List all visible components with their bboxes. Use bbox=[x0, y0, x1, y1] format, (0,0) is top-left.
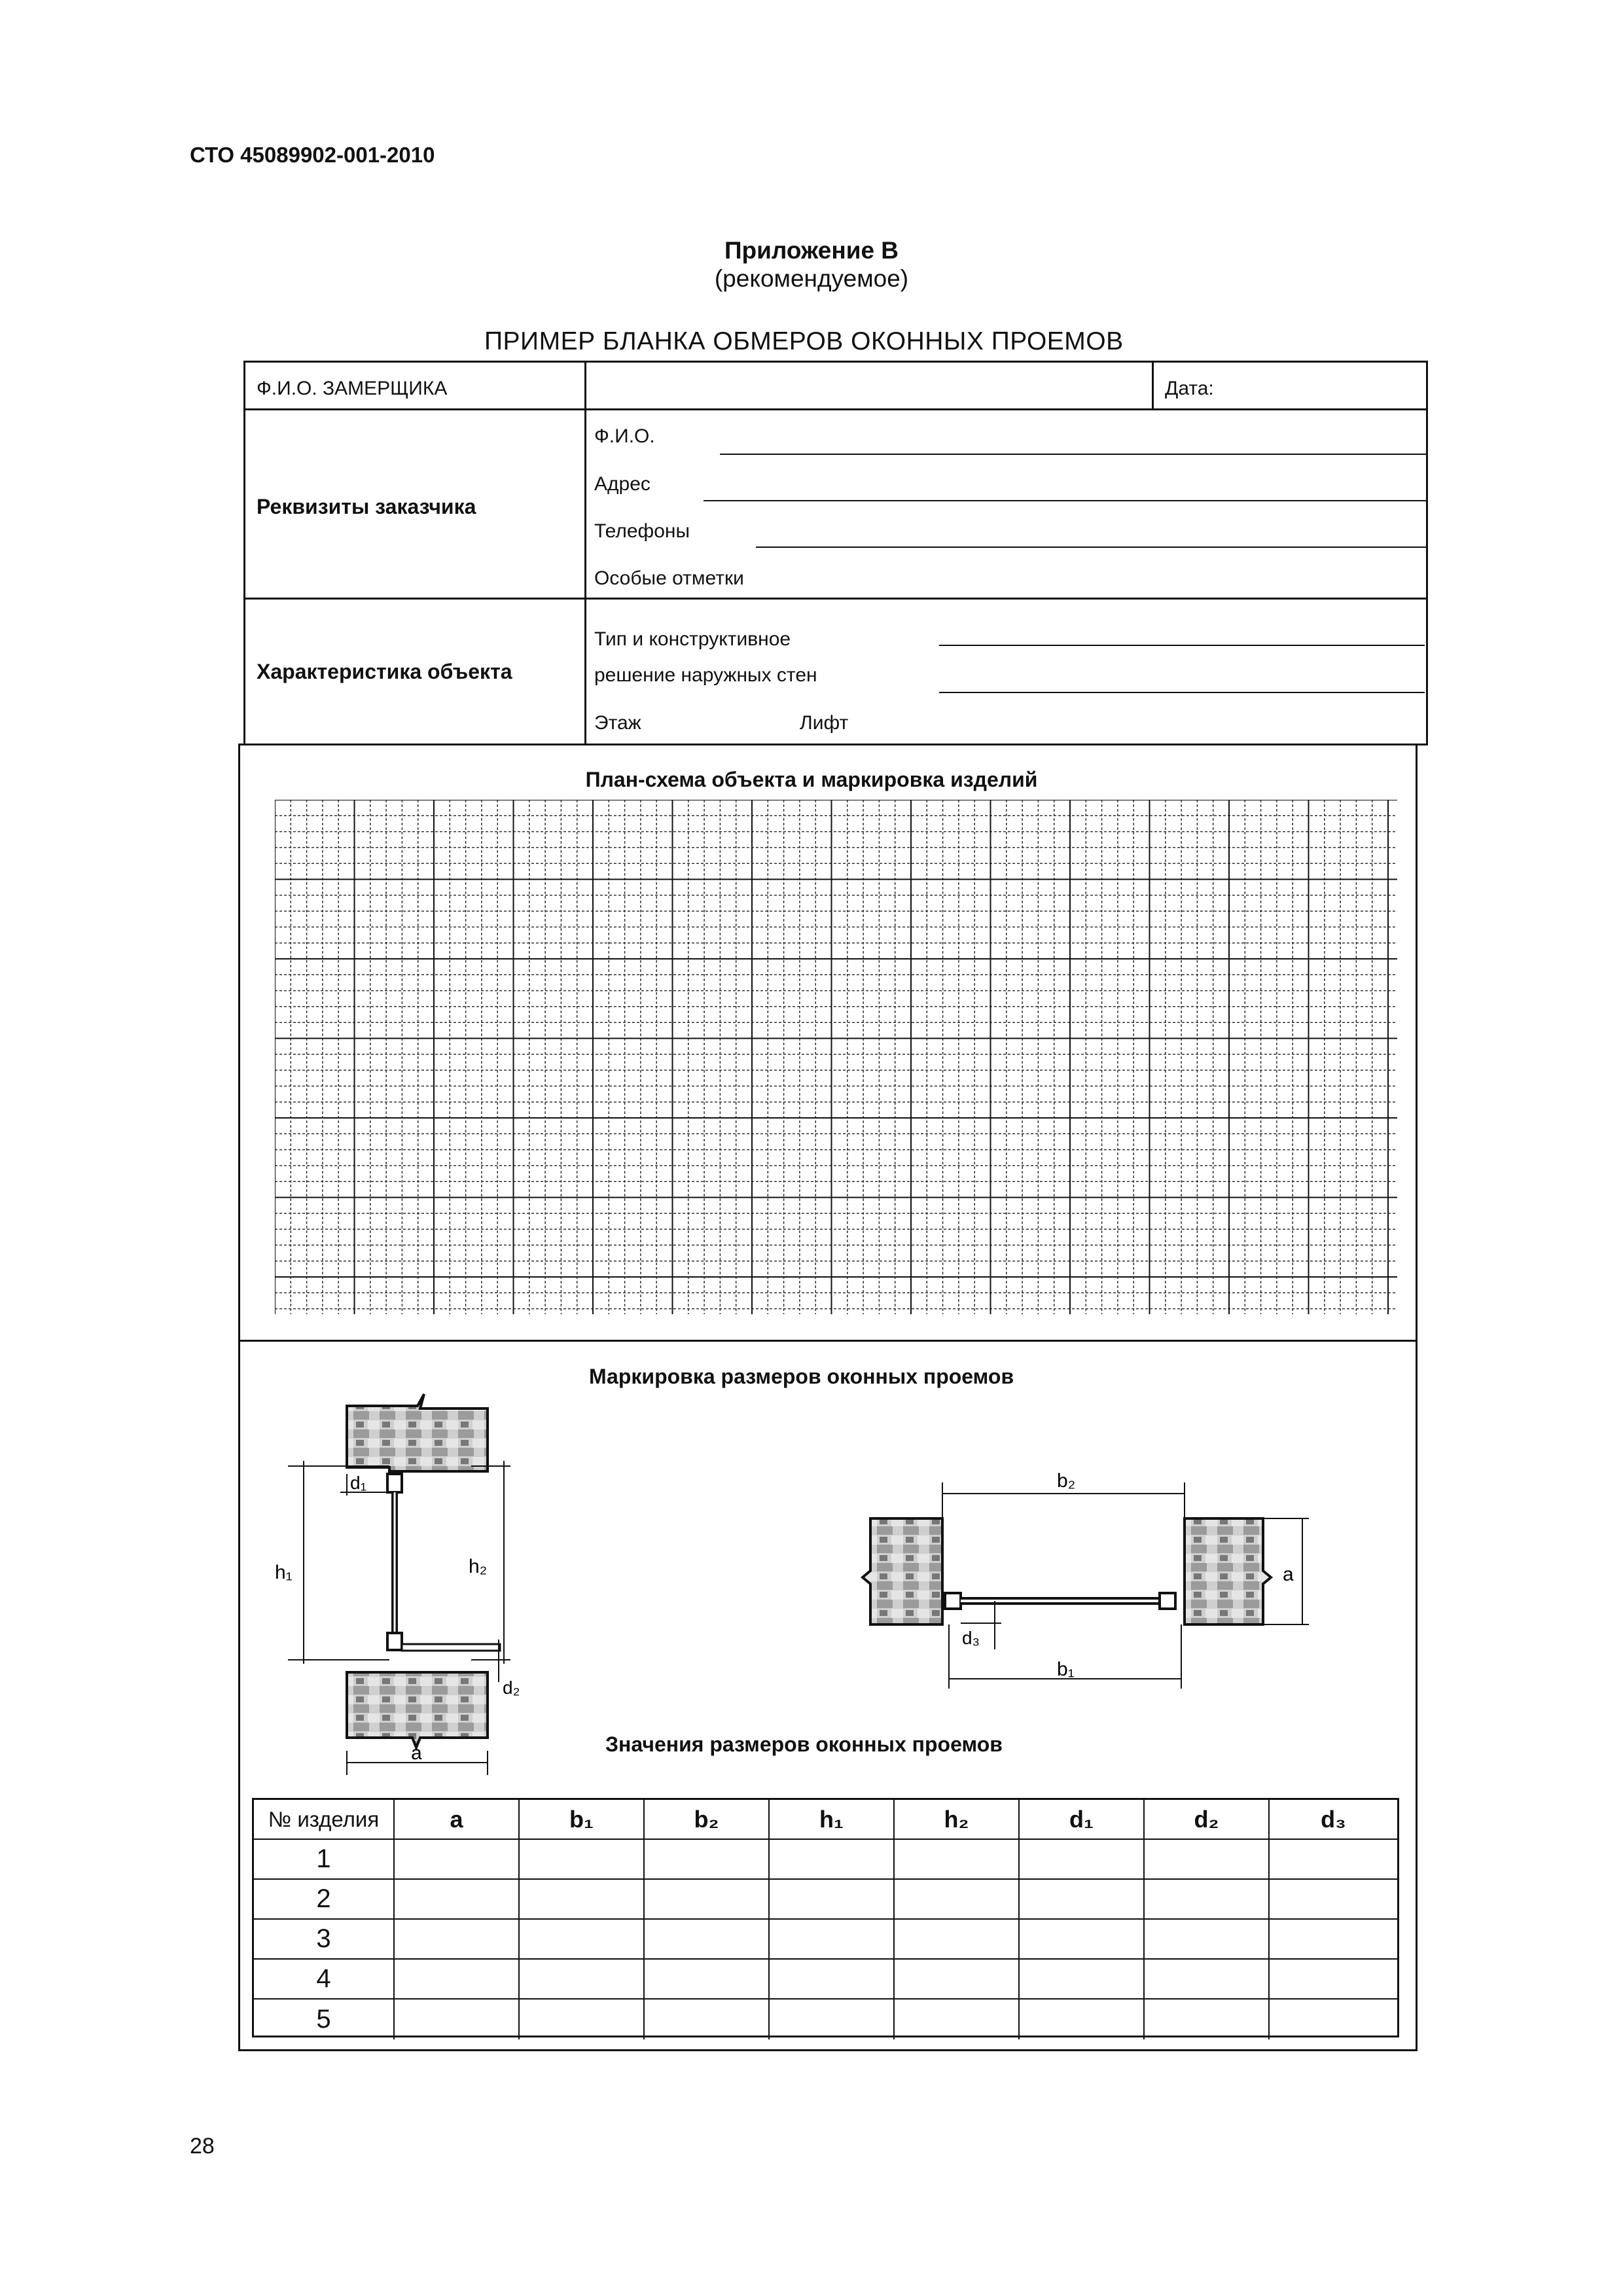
value-cell[interactable] bbox=[1145, 2000, 1270, 2039]
value-cell[interactable] bbox=[1145, 1960, 1270, 2000]
value-cell[interactable] bbox=[1270, 2000, 1397, 2039]
values-table bbox=[252, 1798, 1399, 2037]
column-header: № изделия bbox=[254, 1800, 395, 1840]
plan-title: План-схема объекта и маркировка изделий bbox=[585, 768, 1038, 791]
value-cell[interactable] bbox=[1145, 1840, 1270, 1880]
value-cell[interactable] bbox=[1270, 1840, 1397, 1880]
label-d1: d₁ bbox=[350, 1473, 367, 1493]
value-cell[interactable] bbox=[1020, 1960, 1145, 2000]
customer-phones-field[interactable] bbox=[756, 547, 1428, 548]
wall-type-label-line2: решение наружных стен bbox=[594, 664, 817, 686]
value-cell[interactable] bbox=[1145, 1880, 1270, 1920]
label-a-vertical: a bbox=[411, 1742, 422, 1764]
customer-name-label: Ф.И.О. bbox=[594, 425, 655, 447]
value-cell[interactable] bbox=[645, 1960, 770, 2000]
value-cell[interactable] bbox=[770, 1840, 895, 1880]
value-cell[interactable] bbox=[520, 1960, 645, 2000]
value-cell[interactable] bbox=[895, 1880, 1020, 1920]
label-d3: d₃ bbox=[962, 1628, 980, 1648]
value-cell[interactable] bbox=[1020, 1880, 1145, 1920]
value-cell[interactable] bbox=[1270, 1880, 1397, 1920]
customer-notes-label: Особые отметки bbox=[594, 567, 744, 589]
customer-address-label: Адрес bbox=[594, 473, 651, 495]
value-cell[interactable] bbox=[895, 1840, 1020, 1880]
wall-type-label-line1: Тип и конструктивное bbox=[594, 628, 791, 650]
wall-type-field-1[interactable] bbox=[939, 645, 1425, 646]
value-cell[interactable] bbox=[1270, 1960, 1397, 2000]
wall-type-field-2[interactable] bbox=[939, 692, 1425, 693]
document-code: СТО 45089902-001-2010 bbox=[190, 143, 435, 167]
value-cell[interactable] bbox=[895, 2000, 1020, 2039]
value-cell[interactable] bbox=[395, 2000, 520, 2039]
value-cell[interactable] bbox=[895, 1960, 1020, 2000]
object-label: Характеристика объекта bbox=[257, 660, 512, 683]
column-header: a bbox=[395, 1800, 520, 1840]
value-cell[interactable] bbox=[520, 1840, 645, 1880]
customer-address-field[interactable] bbox=[704, 500, 1428, 501]
date-field[interactable] bbox=[1224, 364, 1423, 407]
label-d2: d₂ bbox=[503, 1677, 520, 1698]
value-cell[interactable] bbox=[895, 1920, 1020, 1960]
row-number: 4 bbox=[254, 1960, 395, 2000]
row-number: 1 bbox=[254, 1840, 395, 1880]
row-number: 2 bbox=[254, 1880, 395, 1920]
value-cell[interactable] bbox=[770, 1920, 895, 1960]
label-h1: h₁ bbox=[275, 1562, 293, 1583]
column-header: b₁ bbox=[520, 1800, 645, 1840]
customer-phones-label: Телефоны bbox=[594, 520, 690, 542]
values-title: Значения размеров оконных проемов bbox=[605, 1732, 1003, 1756]
appendix-subtitle: (рекомендуемое) bbox=[714, 265, 909, 292]
value-cell[interactable] bbox=[395, 1840, 520, 1880]
measurer-name-field[interactable] bbox=[589, 364, 1149, 407]
row-number: 3 bbox=[254, 1920, 395, 1960]
value-cell[interactable] bbox=[520, 2000, 645, 2039]
page-number: 28 bbox=[190, 2134, 215, 2159]
value-cell[interactable] bbox=[1020, 1840, 1145, 1880]
value-cell[interactable] bbox=[395, 1960, 520, 2000]
floor-label: Этаж bbox=[594, 712, 641, 734]
label-b2: b₂ bbox=[1057, 1470, 1076, 1492]
date-label: Дата: bbox=[1165, 378, 1214, 399]
measurer-label: Ф.И.О. ЗАМЕРЩИКА bbox=[257, 378, 448, 399]
row-divider bbox=[243, 408, 1428, 410]
value-cell[interactable] bbox=[520, 1920, 645, 1960]
value-cell[interactable] bbox=[395, 1880, 520, 1920]
value-cell[interactable] bbox=[1270, 1920, 1397, 1960]
customer-name-field[interactable] bbox=[720, 454, 1428, 455]
row-divider bbox=[243, 598, 1428, 600]
column-header: d₁ bbox=[1020, 1800, 1145, 1840]
value-cell[interactable] bbox=[645, 1840, 770, 1880]
value-cell[interactable] bbox=[645, 1920, 770, 1960]
column-header: h₁ bbox=[770, 1800, 895, 1840]
appendix-title: Приложение В bbox=[724, 237, 899, 264]
value-cell[interactable] bbox=[645, 2000, 770, 2039]
value-cell[interactable] bbox=[770, 1880, 895, 1920]
lift-label: Лифт bbox=[800, 712, 849, 734]
section-divider bbox=[238, 1340, 1418, 1342]
vertical-section-diagram bbox=[249, 1374, 537, 1793]
label-h2: h₂ bbox=[469, 1556, 488, 1577]
value-cell[interactable] bbox=[770, 2000, 895, 2039]
value-cell[interactable] bbox=[520, 1880, 645, 1920]
value-cell[interactable] bbox=[1020, 1920, 1145, 1960]
label-b1: b₁ bbox=[1057, 1659, 1075, 1680]
column-header: b₂ bbox=[645, 1800, 770, 1840]
value-cell[interactable] bbox=[770, 1960, 895, 2000]
value-cell[interactable] bbox=[395, 1920, 520, 1960]
plan-grid[interactable] bbox=[275, 800, 1397, 1314]
form-title: ПРИМЕР БЛАНКА ОБМЕРОВ ОКОННЫХ ПРОЕМОВ bbox=[484, 327, 1124, 355]
value-cell[interactable] bbox=[1020, 2000, 1145, 2039]
customer-label: Реквизиты заказчика bbox=[257, 495, 476, 518]
column-header: d₃ bbox=[1270, 1800, 1397, 1840]
marking-title: Маркировка размеров оконных проемов bbox=[589, 1365, 1014, 1388]
value-cell[interactable] bbox=[1145, 1920, 1270, 1960]
label-a-horizontal: a bbox=[1283, 1564, 1294, 1585]
value-cell[interactable] bbox=[645, 1880, 770, 1920]
column-header: h₂ bbox=[895, 1800, 1020, 1840]
form-header-table bbox=[243, 361, 1428, 745]
horizontal-section-diagram bbox=[851, 1453, 1322, 1708]
column-header: d₂ bbox=[1145, 1800, 1270, 1840]
date-divider bbox=[1152, 361, 1154, 410]
table-divider bbox=[584, 361, 586, 745]
row-number: 5 bbox=[254, 2000, 395, 2039]
